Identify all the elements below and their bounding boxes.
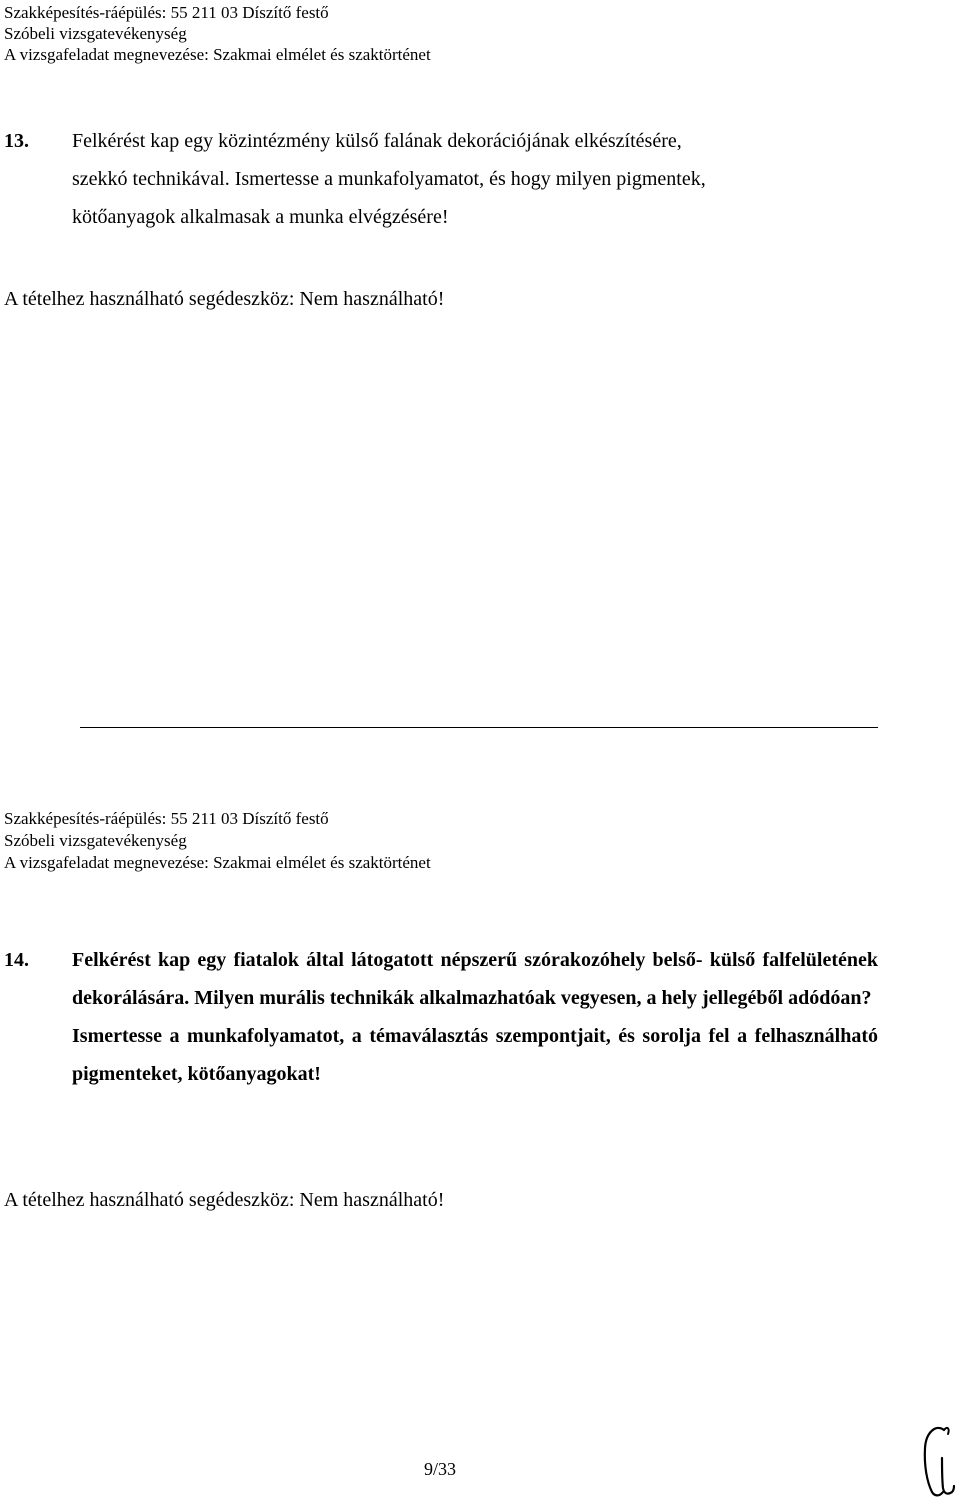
question-text-line: kötőanyagok alkalmasak a munka elvégzésére! — [72, 206, 449, 228]
header-activity: Szóbeli vizsgatevékenység — [4, 831, 187, 850]
handwritten-signature-icon — [918, 1418, 958, 1500]
question-number: 14. — [4, 949, 29, 971]
header-qualification: Szakképesítés-ráépülés: 55 211 03 Díszítő festő — [4, 809, 329, 828]
header-activity: Szóbeli vizsgatevékenység — [4, 24, 187, 43]
aux-tools-note: A tételhez használható segédeszköz: Nem használható! — [4, 288, 445, 310]
question-paragraph: Ismertesse a munkafolyamatot, a témaválasztás szempontjait, és sorolja fel a felhasználható pigmenteket, kötőanyagokat! — [72, 1025, 878, 1085]
aux-tools-note: A tételhez használható segédeszköz: Nem használható! — [4, 1189, 445, 1211]
question-paragraph: Felkérést kap egy fiatalok által látogatott népszerű szórakozóhely belső- külső falfelületének dekorálására. Milyen murális technikák alkalmazhatóak vegyesen, a hely jellegéből adódóan? — [72, 949, 878, 1009]
header-task-name: A vizsgafeladat megnevezése: Szakmai elmélet és szaktörténet — [4, 853, 431, 872]
page-number: 9/33 — [423, 1459, 456, 1479]
question-text — [72, 941, 878, 1093]
page-separator-rule — [80, 727, 878, 728]
question-text-line: Felkérést kap egy közintézmény külső falának dekorációjának elkészítésére, — [72, 130, 682, 152]
header-qualification: Szakképesítés-ráépülés: 55 211 03 Díszítő festő — [4, 3, 329, 22]
question-text-line: szekkó technikával. Ismertesse a munkafolyamatot, és hogy milyen pigmentek, — [72, 168, 706, 190]
question-number: 13. — [4, 130, 29, 152]
header-task-name: A vizsgafeladat megnevezése: Szakmai elmélet és szaktörténet — [4, 45, 431, 64]
